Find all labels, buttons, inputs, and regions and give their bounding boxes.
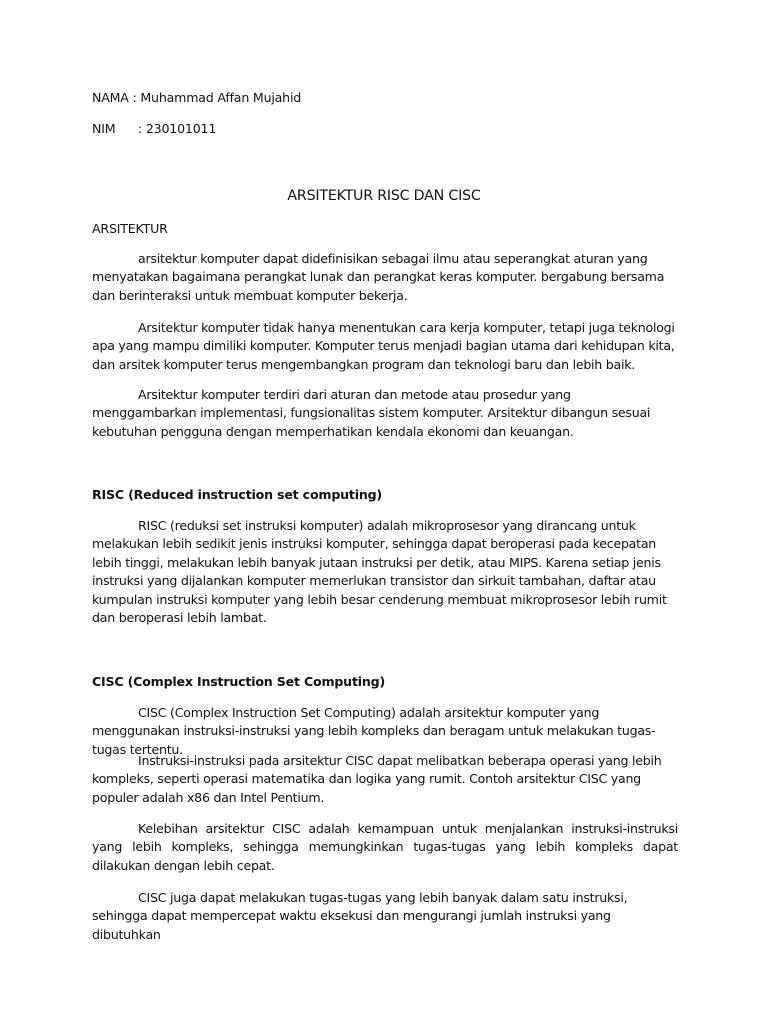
paragraph-cisc-1: CISC (Complex Instruction Set Computing) adalah arsitektur komputer yang menggunakan instruksi-instruksi yang lebih kompleks dan beragam untuk melakukan tugas-tugas tertentu. [92,705,656,757]
paragraph-cisc-4: CISC juga dapat melakukan tugas-tugas yang lebih banyak dalam satu instruksi, sehingga dapat mempercepat waktu eksekusi dan mengurangi jumlah instruksi yang dibutuhkan [92,890,628,942]
document-title: ARSITEKTUR RISC DAN CISC [287,188,481,204]
heading-risc: RISC (Reduced instruction set computing) [92,487,382,502]
heading-arsitektur: ARSITEKTUR [92,221,168,236]
paragraph-cisc-2: Instruksi-instruksi pada arsitektur CISC dapat melibatkan beberapa operasi yang lebih kompleks, seperti operasi matematika dan logika yang rumit. Contoh arsitektur CISC yang populer adalah x86 dan Intel Pentium. [92,753,662,805]
student-name: Muhammad Affan Mujahid [140,90,302,105]
paragraph-cisc-3: Kelebihan arsitektur CISC adalah kemampuan untuk menjalankan instruksi-instruksi yang lebih kompleks, sehingga memungkinkan tugas-tugas yang lebih kompleks dapat dilakukan dengan lebih cepat. [92,821,678,873]
student-nim-line: NIM : 230101011 [92,121,217,136]
nim-label: NIM [92,121,116,136]
name-label: NAMA [92,90,129,105]
paragraph-arsitektur-1: arsitektur komputer dapat didefinisikan sebagai ilmu atau seperangkat aturan yang menyatakan bagaimana perangkat lunak dan perangkat keras komputer. bergabung bersama dan berinteraksi untuk membuat komputer bekerja. [92,251,665,303]
paragraph-risc-1: RISC (reduksi set instruksi komputer) adalah mikroprosesor yang dirancang untuk melakukan lebih sedikit jenis instruksi komputer, sehingga dapat beroperasi pada kecepatan lebih tinggi, melakukan lebih banyak jutaan instruksi per detik, atau MIPS. Karena setiap jenis instruksi yang dijalankan komputer memerlukan transistor dan sirkuit tambahan, daftar atau kumpulan instruksi komputer yang lebih besar cenderung membuat mikroprosesor lebih rumit dan beroperasi lebih lambat. [92,518,667,626]
paragraph-arsitektur-2: Arsitektur komputer tidak hanya menentukan cara kerja komputer, tetapi juga teknologi apa yang mampu dimiliki komputer. Komputer terus menjadi bagian utama dari kehidupan kita, dan arsitek komputer terus mengembangkan program dan teknologi baru dan lebih baik. [92,320,675,372]
student-nim: 230101011 [145,121,217,136]
paragraph-arsitektur-3: Arsitektur komputer terdiri dari aturan dan metode atau prosedur yang menggambarkan implementasi, fungsionalitas sistem komputer. Arsitektur dibangun sesuai kebutuhan pengguna dengan memperhatikan kendala ekonomi dan keuangan. [92,387,651,439]
student-name-line: NAMA : Muhammad Affan Mujahid [92,90,302,105]
heading-cisc: CISC (Complex Instruction Set Computing) [92,674,386,689]
